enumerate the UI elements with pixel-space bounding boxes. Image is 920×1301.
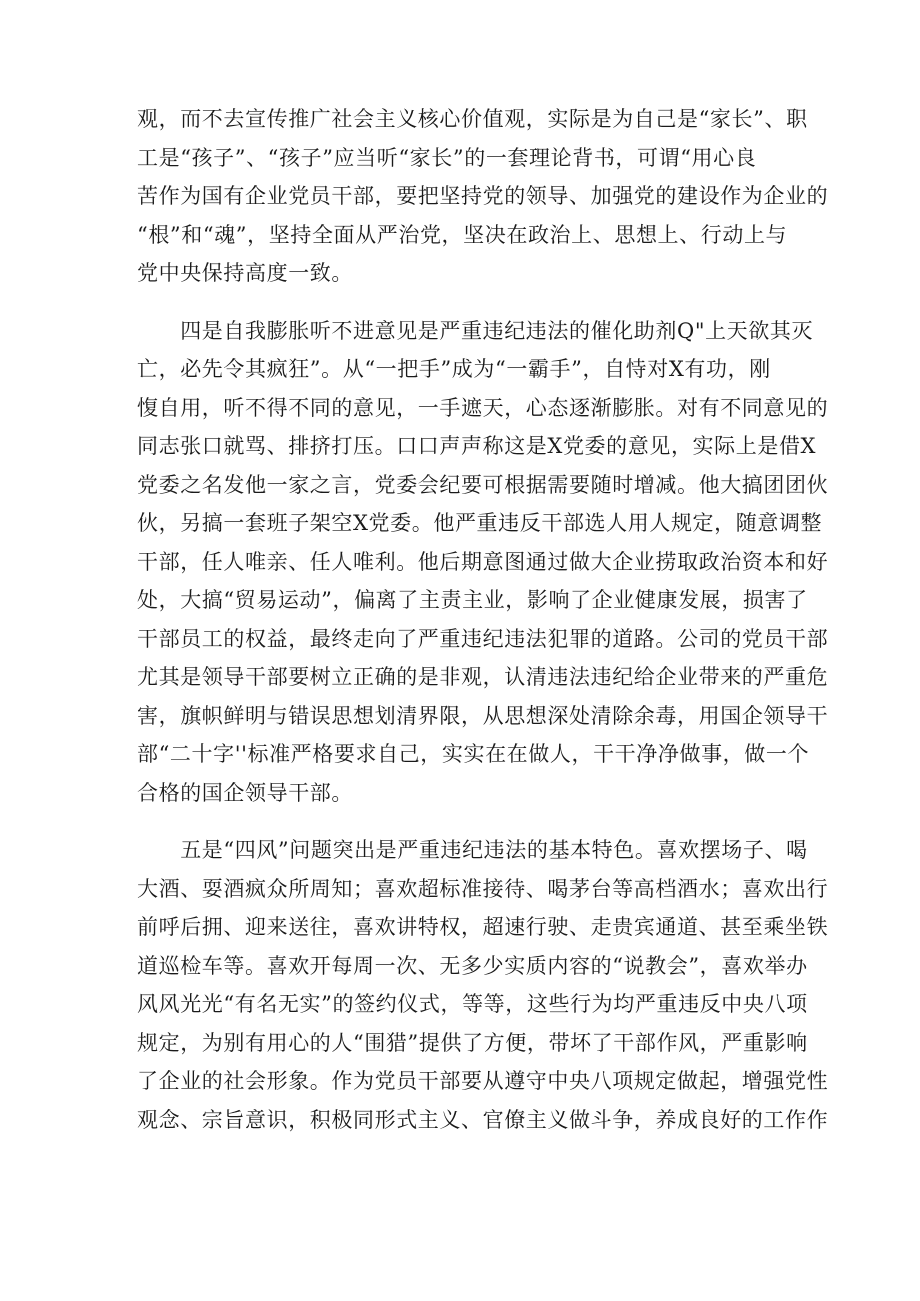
document-body xyxy=(137,100,829,1139)
text-line: 害，旗帜鲜明与错误思想划清界限，从思想深处清除余毒，用国企领导干 xyxy=(137,703,829,728)
text-line: 合格的国企领导干部。 xyxy=(137,780,353,805)
text-line: 道巡检车等。喜欢开每周一次、无多少实质内容的“说教会”，喜欢举办 xyxy=(137,953,808,978)
paragraph-spacer xyxy=(137,812,783,831)
text-line: 处，大搞“贸易运动”，偏离了主责主业，影响了企业健康发展，损害了 xyxy=(137,588,808,612)
text-line: 前呼后拥、迎来送往，喜欢讲特权，超速行驶、走贵宾通道、甚至乘坐铁 xyxy=(137,915,829,939)
text-line: 伙，另搞一套班子架空X党委。他严重违反干部选人用人规定，随意调整 xyxy=(137,511,823,535)
text-line: 同志张口就骂、排挤打压。口口声声称这是X党委的意见，实际上是借X xyxy=(137,434,817,458)
text-line: 了企业的社会形象。作为党员干部要从遵守中央八项规定做起，增强党性 xyxy=(137,1069,829,1093)
paragraph-1 xyxy=(137,100,829,293)
text-line: 党中央保持高度一致。 xyxy=(137,261,353,285)
paragraph-spacer xyxy=(137,293,783,312)
text-line: 党委之名发他一家之言，党委会纪要可根据需要随时增减。他大搞团团伙 xyxy=(137,472,829,497)
text-line: 部“二十字''标准严格要求自己，实实在在做人，干干净净做事，做一个 xyxy=(137,742,810,766)
text-line: “根”和“魂”，坚持全面从严治党，坚决在政治上、思想上、行动上与 xyxy=(137,222,788,247)
text-line: 观念、宗旨意识，积极同形式主义、官僚主义做斗争，养成良好的工作作 xyxy=(137,1107,829,1132)
text-line: 四是自我膨胀听不进意见是严重违纪违法的催化助剂Q"上天欲其灭 xyxy=(137,318,814,343)
text-line: 苦作为国有企业党员干部，要把坚持党的领导、加强党的建设作为企业的 xyxy=(137,184,829,208)
paragraph-2 xyxy=(137,312,829,813)
text-line: 工是“孩子”、“孩子”应当听“家长”的一套理论背书，可谓“用心良 xyxy=(137,145,757,170)
text-line: 观，而不去宣传推广社会主义核心价值观，实际是为自己是“家长”、职 xyxy=(137,107,808,131)
text-line: 风风光光“有名无实”的签约仪式，等等，这些行为均严重违反中央八项 xyxy=(137,992,808,1016)
text-line: 大酒、耍酒疯众所周知；喜欢超标准接待、喝茅台等高档酒水；喜欢出行 xyxy=(137,876,829,901)
paragraph-3 xyxy=(137,831,829,1139)
text-line: 规定，为别有用心的人“围猎”提供了方便，带坏了干部作风，严重影响 xyxy=(137,1030,808,1055)
text-line: 五是“四风”问题突出是严重违纪违法的基本特色。喜欢摆场子、喝 xyxy=(137,838,808,862)
text-line: 愎自用，听不得不同的意见，一手遮天，心态逐渐膨胀。对有不同意见的 xyxy=(137,395,829,420)
text-line: 干部，任人唯亲、任人唯利。他后期意图通过做大企业捞取政治资本和好 xyxy=(137,549,829,574)
text-line: 亡，必先令其疯狂”。从“一把手”成为“一霸手”，自恃对X有功，刚 xyxy=(137,357,771,381)
text-line: 尤其是领导干部要树立正确的是非观，认清违法违纪给企业带来的严重危 xyxy=(137,665,829,689)
text-line: 干部员工的权益，最终走向了严重违纪违法犯罪的道路。公司的党员干部 xyxy=(137,626,829,651)
